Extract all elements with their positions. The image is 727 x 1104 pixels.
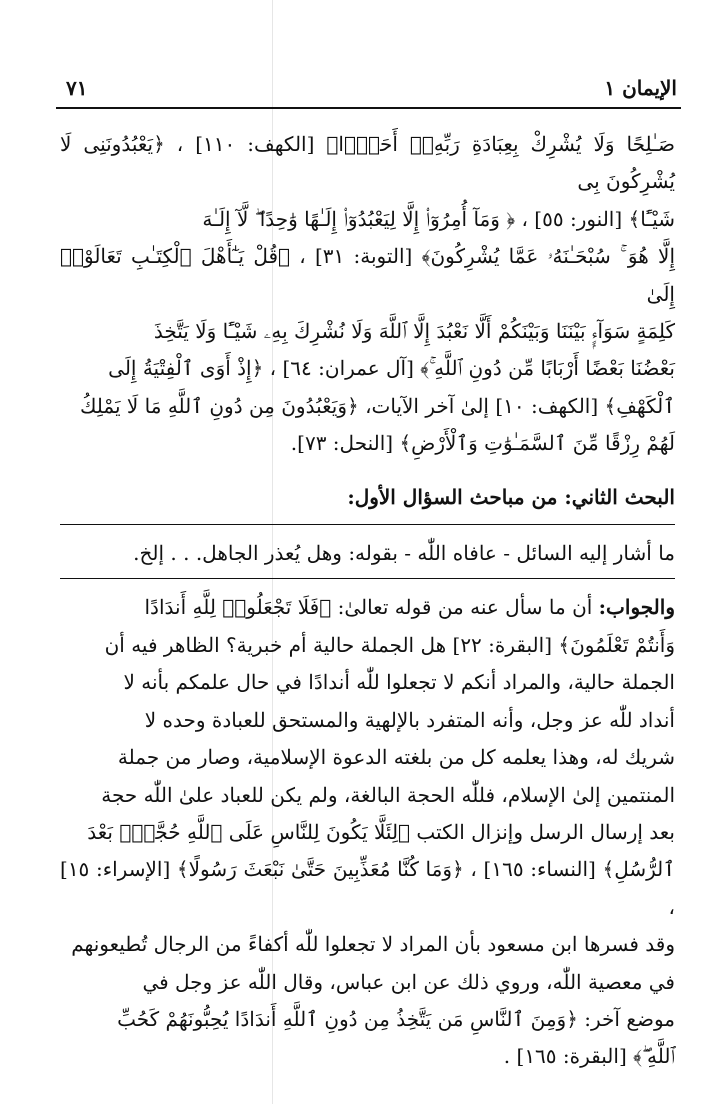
answer-line: في معصية اللّٰه، وروي ذلك عن ابن عباس، وقال اللّٰه عز وجل في	[142, 969, 675, 994]
quran-line: صَـٰلِحًا وَلَا يُشْرِكْ بِعِبَادَةِ رَبِّهِۦٓ أَحَدَۢا﴾ [الكهف: ١١٠] ، ﴿يَعْبُدُونَنِى لَا يُشْرِكُونَ بِى	[60, 132, 675, 194]
quran-line: بَعْضُنَا بَعْضًا أَرْبَابًا مِّن دُونِ ٱللَّهِ ۚ﴾ [آل عمران: ٦٤] ، ﴿إِذْ أَوَى ٱلْفِتْيَةُ إِلَى	[108, 356, 675, 381]
answer-label: والجواب:	[598, 595, 675, 620]
answer-line: الجملة حالية، والمراد أنكم لا تجعلوا للّٰه أندادًا في حال علمكم بأنه لا	[123, 670, 675, 695]
answer-line: المنتمين إلىٰ الإسلام، فللّٰه الحجة البالغة، ولم يكن للعباد علىٰ اللّٰه حجة	[101, 782, 675, 807]
answer-text: أن ما سأل عنه من قوله تعالىٰ: ﴿فَلَا تَجْعَلُوا۟ لِلَّهِ أَندَادًا	[144, 595, 599, 620]
answer-line	[60, 589, 675, 626]
quran-line: لَهُمْ رِزْقًا مِّنَ ٱلسَّمَـٰوَٰتِ وَٱلْأَرْضِ﴾ [النحل: ٧٣].	[290, 431, 675, 456]
header-rule	[56, 107, 681, 109]
answer-line: وَأَنتُمْ تَعْلَمُونَ﴾ [البقرة: ٢٢] هل الجملة حالية أم خبرية؟ الظاهر فيه أن	[104, 632, 675, 657]
answer-line: ٱلرُّسُلِ﴾ [النساء: ١٦٥] ، ﴿وَمَا كُنَّا مُعَذِّبِينَ حَتَّىٰ نَبْعَثَ رَسُولًا﴾ [الإسراء: ١٥] ،	[60, 857, 675, 919]
answer-line: وقد فسرها ابن مسعود بأن المراد لا تجعلوا للّٰه أكفاءً من الرجال تُطيعونهم	[71, 932, 675, 957]
answer-line: موضع آخر: ﴿وَمِنَ ٱلنَّاسِ مَن يَتَّخِذُ مِن دُونِ ٱللَّهِ أَندَادًا يُحِبُّونَهُمْ كَحُبِّ	[117, 1006, 675, 1031]
quran-line: كَلِمَةٍ سَوَآءٍۭ بَيْنَنَا وَبَيْنَكُمْ أَلَّا نَعْبُدَ إِلَّا ٱللَّهَ وَلَا نُشْرِكَ بِهِۦ شَيْـًٔا وَلَا يَتَّخِذَ	[153, 319, 675, 344]
page-number: ٧١	[66, 76, 88, 100]
page-header	[66, 66, 677, 100]
quran-line: ٱلْكَهْفِ﴾ [الكهف: ١٠] إلىٰ آخر الآيات، ﴿وَيَعْبُدُونَ مِن دُونِ ٱللَّهِ مَا لَا يَمْلِكُ	[79, 393, 675, 418]
answer-line: ٱللَّهِ ۖ﴾ [البقرة: ١٦٥] .	[503, 1044, 675, 1069]
answer-line: أنداد للّٰه عز وجل، وأنه المتفرد بالإلهية والمستحق للعبادة وحده لا	[144, 707, 675, 732]
section-divider	[60, 578, 675, 579]
section-heading: البحث الثاني: من مباحث السؤال الأول:	[347, 484, 675, 509]
quran-line: إِلَّا هُوَ ۚ سُبْحَـٰنَهُۥ عَمَّا يُشْرِكُونَ﴾ [التوبة: ٣١] ، ﴿قُلْ يَـٰٓأَهْلَ ٱلْكِتَـٰبِ تَعَالَوْا۟ إِلَىٰ	[60, 244, 675, 306]
section-divider	[60, 524, 675, 525]
running-title: الإيمان ١	[604, 76, 677, 100]
answer-line: شريك له، وهذا يعلمه كل من بلغته الدعوة الإسلامية، وصار من جملة	[117, 745, 675, 770]
answer-line: بعد إرسال الرسل وإنزال الكتب ﴿لِئَلَّا يَكُونَ لِلنَّاسِ عَلَى ٱللَّهِ حُجَّةٌۢ بَعْدَ	[87, 819, 675, 844]
page-body	[60, 126, 675, 1076]
quran-line: شَيْـًٔا﴾ [النور: ٥٥] ، ﴿ وَمَآ أُمِرُوٓا۟ إِلَّا لِيَعْبُدُوٓا۟ إِلَـٰهًا وَٰحِدًا ۖ لَّآ إِلَـٰهَ	[202, 206, 675, 231]
question-text: ما أشار إليه السائل - عافاه اللّٰه - بقوله: وهل يُعذر الجاهل. . . إلخ.	[133, 541, 675, 566]
